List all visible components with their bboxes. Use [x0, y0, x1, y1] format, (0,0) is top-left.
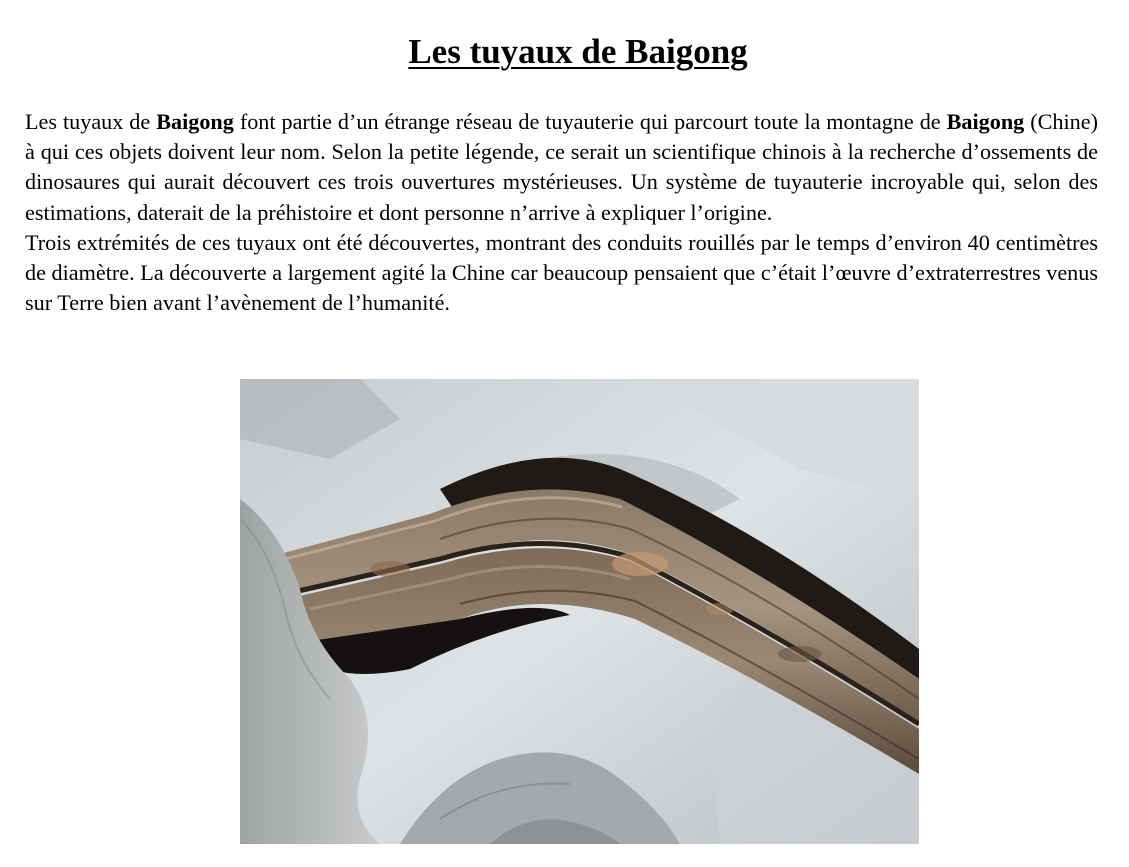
article-body [25, 107, 1098, 318]
paragraph-1-text-c: (Chine) à qui ces objets doivent leur nom. Selon la petite légende, ce serait un scientifique chinois à la recherche d’ossements de dinosaures qui aurait découvert ces trois ouvertures mystérieuses. Un système de tuyauterie incroyable qui, selon des estimations, daterait de la préhistoire et dont personne n’arrive à expliquer l’origine. [25, 109, 1098, 225]
page-title: Les tuyaux de Baigong [408, 32, 748, 71]
baigong-bold-2: Baigong [946, 109, 1025, 134]
pipes-photo-illustration [240, 379, 919, 844]
baigong-pipes-photo [240, 379, 919, 844]
baigong-bold-1: Baigong [156, 109, 234, 134]
paragraph-1-text-a: Les tuyaux de [25, 109, 157, 134]
paragraph-1-text-b: font partie d’un étrange réseau de tuyauterie qui parcourt toute la montagne de [233, 109, 947, 134]
paragraph-1 [25, 107, 1098, 228]
paragraph-2: Trois extrémités de ces tuyaux ont été découvertes, montrant des conduits rouillés par le temps d’environ 40 centimètres de diamètre. La découverte a largement agité la Chine car beaucoup pensaient que c’était l’œuvre d’extraterrestres venus sur Terre bien avant l’avènement de l’humanité. [25, 229, 1098, 316]
